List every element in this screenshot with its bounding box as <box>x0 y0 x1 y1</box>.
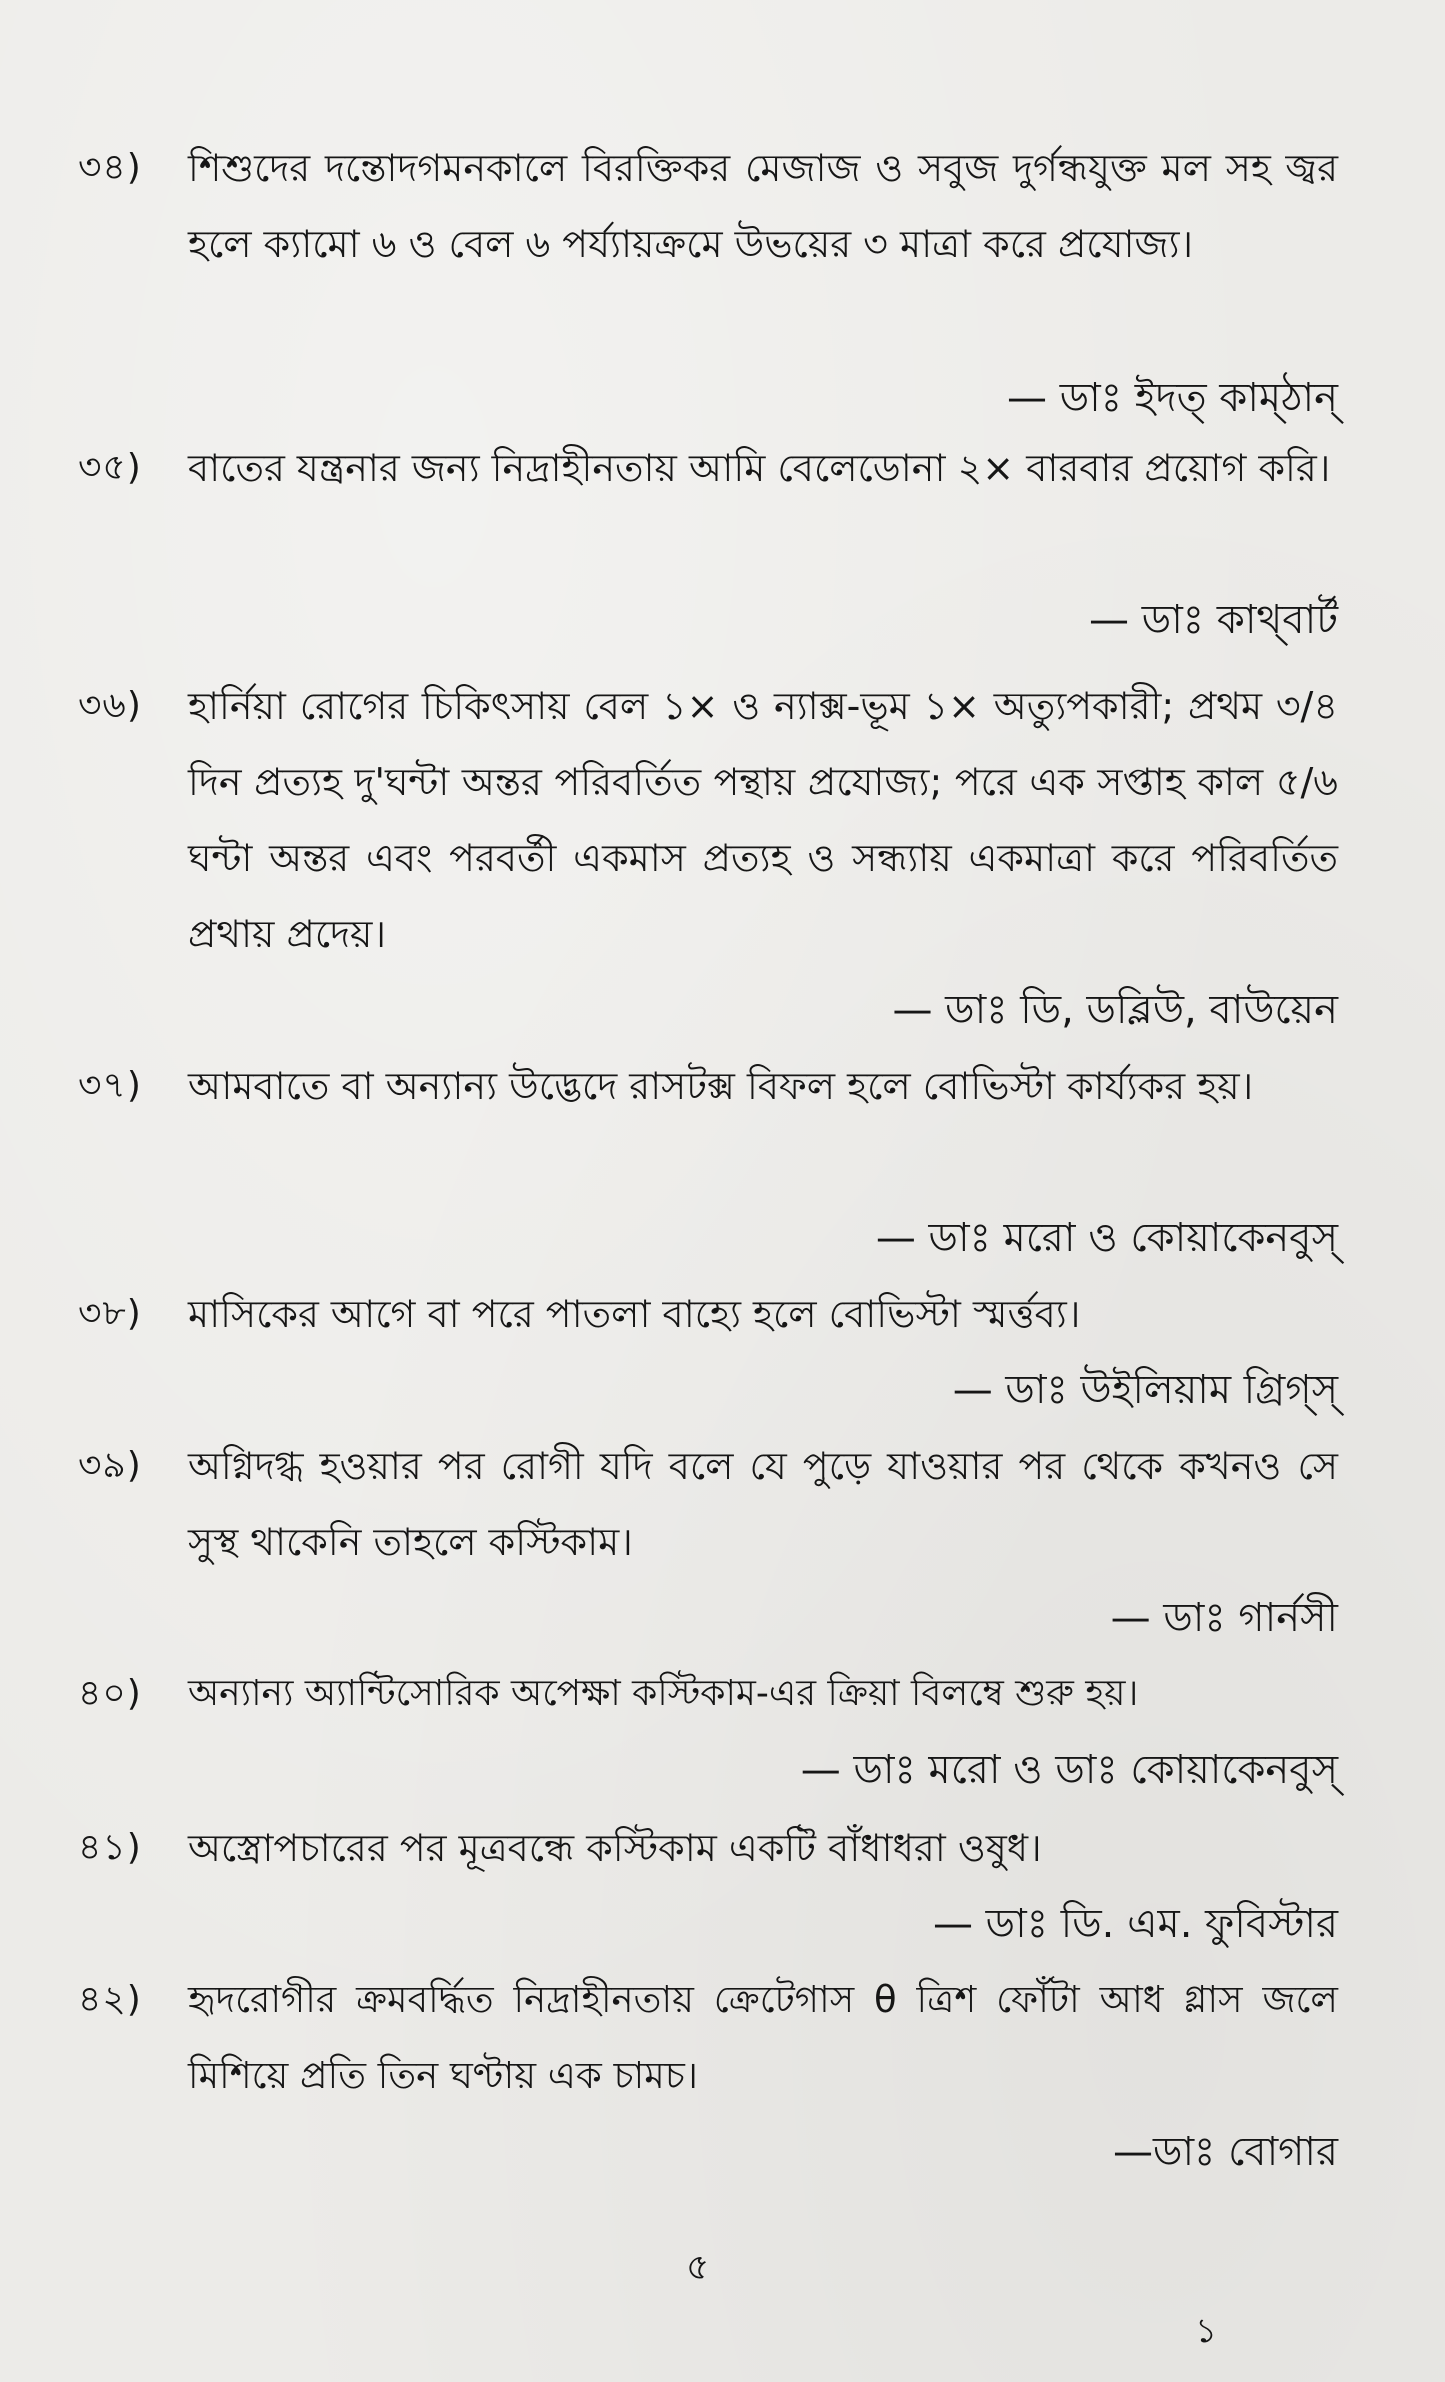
entry-text: অগ্নিদগ্ধ হওয়ার পর রোগী যদি বলে যে পুড়ে যাওয়ার পর থেকে কখনও সে সুস্থ থাকেনি তাহলে কস্টিকাম। <box>188 1444 1338 1564</box>
entry-text: শিশুদের দন্তোদগমনকালে বিরক্তিকর মেজাজ ও সবুজ দুর্গন্ধযুক্ত মল সহ জ্বর হলে ক্যামো ৬ ও বেল ৬ পর্য্যায়ক্রমে উভয়ের ৩ মাত্রা করে প্রযোজ্য। <box>188 146 1338 266</box>
entry-text: আমবাতে বা অন্যান্য উদ্ভেদে রাসটক্স বিফল হলে বোভিস্টা কার্য্যকর হয়। <box>188 1064 1254 1108</box>
entry-35 <box>78 430 1338 670</box>
entry-number: ৩৪) <box>78 147 142 188</box>
entry-number: ৩৭) <box>78 1065 142 1106</box>
entry-number: ৩৬) <box>78 685 142 726</box>
entry-author: — ডাঃ ডি. এম. ফুবিস্টার <box>932 1901 1338 1947</box>
entry-text: অন্যান্য অ্যান্টিসোরিক অপেক্ষা কস্টিকাম-এর ক্রিয়া বিলম্বে শুরু হয়। <box>188 1673 1139 1714</box>
entry-author: — ডাঃ উইলিয়াম গ্রিগ্‌স্ <box>952 1367 1338 1413</box>
entry-number: ৪১) <box>78 1827 142 1868</box>
entry-37 <box>78 1048 1338 1288</box>
entry-author: — ডাঃ ডি, ডব্লিউ, বাউয়েন <box>892 987 1338 1033</box>
entry-author: — ডাঃ গার্নসী <box>1110 1595 1338 1641</box>
entry-number: ৩৫) <box>78 447 142 488</box>
entry-author: — ডাঃ ইদত্ কাম্‌ঠান্ <box>1007 375 1338 421</box>
corner-mark: ১ <box>1195 2311 1218 2351</box>
entry-number: ৩৮) <box>78 1293 142 1334</box>
entry-text: বাতের যন্ত্রনার জন্য নিদ্রাহীনতায় আমি বেলেডোনা ২× বারবার প্রয়োগ করি। <box>188 446 1331 490</box>
entry-40 <box>78 1656 1338 1816</box>
entry-number: ৪২) <box>78 1979 142 2020</box>
entry-39 <box>78 1428 1338 1668</box>
entry-text: হৃদরোগীর ক্রমবর্দ্ধিত নিদ্রাহীনতায় ক্রেটেগাস θ ত্রিশ ফোঁটা আধ গ্লাস জলে মিশিয়ে প্রতি তিন ঘণ্টায় এক চামচ। <box>188 1978 1338 2097</box>
entry-text: অস্ত্রোপচারের পর মূত্রবন্ধে কস্টিকাম একটি বাঁধাধরা ওষুধ। <box>188 1826 1042 1870</box>
entry-text: মাসিকের আগে বা পরে পাতলা বাহ্যে হলে বোভিস্টা স্মর্ত্তব্য। <box>188 1292 1081 1336</box>
entry-author: —ডাঃ বোগার <box>1113 2129 1338 2175</box>
entry-number: ৩৯) <box>78 1445 142 1486</box>
entry-text: হার্নিয়া রোগের চিকিৎসায় বেল ১× ও ন্যাক্স-ভূম ১× অত্যুপকারী; প্রথম ৩/৪ দিন প্রত্যহ দু'ঘন্টা অন্তর পরিবর্তিত পন্থায় প্রযোজ্য; পরে এক সপ্তাহ কাল ৫/৬ ঘন্টা অন্তর এবং পরবর্তী একমাস প্রত্যহ ও সন্ধ্যায় একমাত্রা করে পরিবর্তিত প্রথায় প্রদেয়। <box>188 684 1338 956</box>
entry-42 <box>78 1962 1338 2202</box>
entry-number: ৪০) <box>78 1673 142 1714</box>
entry-author: — ডাঃ মরো ও কোয়াকেনবুস্ <box>875 1215 1338 1261</box>
entry-36 <box>78 668 1338 1068</box>
entry-author: — ডাঃ মরো ও ডাঃ কোয়াকেনবুস্ <box>800 1747 1338 1793</box>
entry-38 <box>78 1276 1338 1436</box>
page-number: ৫ <box>686 2247 710 2288</box>
entry-author: — ডাঃ কাথ্‌বার্ট <box>1089 597 1338 643</box>
entry-34 <box>78 130 1338 470</box>
entry-41 <box>78 1810 1338 1970</box>
